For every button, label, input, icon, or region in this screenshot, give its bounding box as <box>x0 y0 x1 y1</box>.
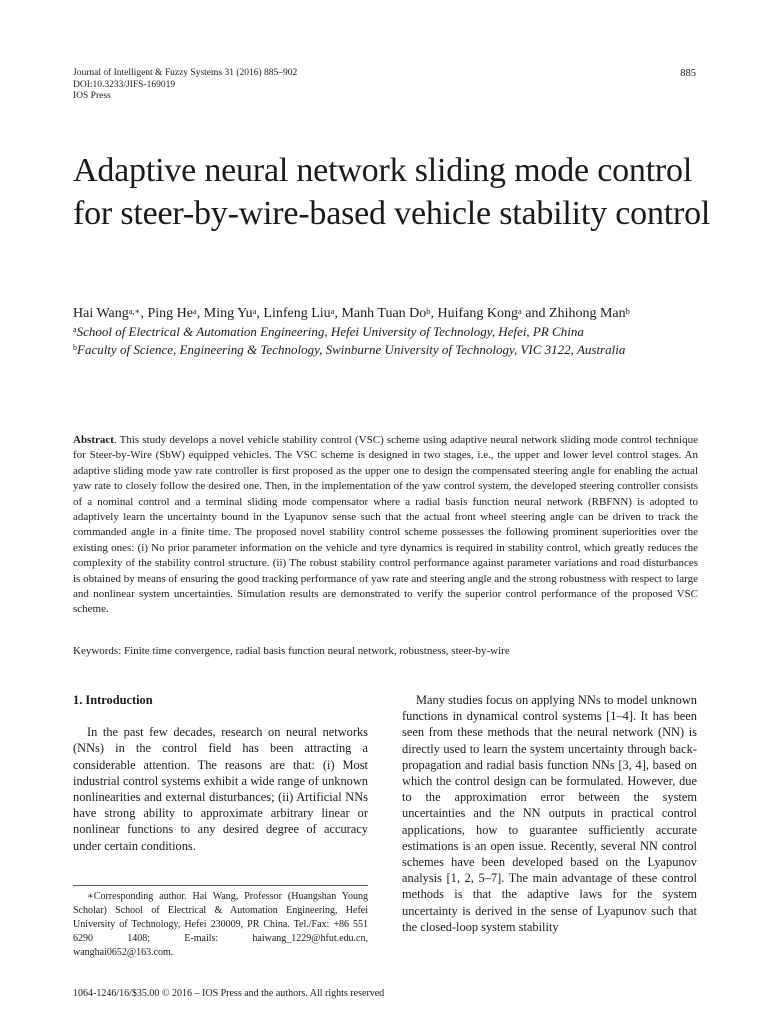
left-column <box>73 692 368 854</box>
author: Hai Wang$^{a,∗}$, <box>73 306 148 321</box>
copyright-footer: 1064-1246/16/$35.00 © 2016 – IOS Press and the authors. All rights reserved <box>73 988 385 999</box>
journal-citation: Journal of Intelligent & Fuzzy Systems 31 (2016) 885–902 <box>73 68 298 78</box>
section-heading: 1. Introduction <box>73 693 153 707</box>
publisher: IOS Press <box>73 91 111 101</box>
intro-paragraph-2: Many studies focus on applying NNs to model unknown functions in dynamical control systems [1–4]. It has been seen from these methods that the neural network (NN) is directly used to learn the system uncertainty through back-propagation and radial basis function NNs [3, 4], based on which the control design can be formulated. However, due to the approximation error between the system uncertainties and the NN outputs in practical control applications, how to guarantee sufficiently accurate estimations is an open issue. Recently, several NN control schemes have been developed based on the Lyapunov analysis [1, 2, 5–7]. The main advantage of these control methods is that the adaptive laws for the system uncertainty is derived in the sense of Lyapunov such that the closed-loop system stability <box>402 693 697 934</box>
corresponding-author-note: ∗Corresponding author. Hai Wang, Professor (Huangshan Young Scholar) School of Electrical & Automation Engineering, Hefei University of Technology, Hefei 230009, PR China. Tel./Fax: +86 551 6290 1408; E-mails: haiwang_1229@hfut.edu.cn, wanghai0652@163.com. <box>73 891 368 958</box>
author: Zhihong Man$^b$ <box>549 306 630 321</box>
page-number: 885 <box>680 68 696 79</box>
author: Ping He$^a$, <box>147 306 204 321</box>
right-column <box>402 692 697 935</box>
keywords: Keywords: Finite time convergence, radial basis function neural network, robustness, steer-by-wire <box>73 645 510 657</box>
author: Ming Yu$^a$, <box>203 306 264 321</box>
affiliation-a: $^a$School of Electrical & Automation Engineering, Hefei University of Technology, Hefei, PR China <box>73 324 584 339</box>
journal-header <box>73 68 297 103</box>
affiliation-b: $^b$Faculty of Science, Engineering & Technology, Swinburne University of Technology, VIC 3122, Australia <box>73 342 626 357</box>
author: Huifang Kong$^a$ and <box>437 306 550 321</box>
abstract-label: Abstract <box>73 434 114 446</box>
footnote <box>73 890 368 960</box>
author: Manh Tuan Do$^b$, <box>341 306 438 321</box>
footnote-rule <box>73 885 368 886</box>
abstract <box>73 433 698 618</box>
doi: DOI:10.3233/JIFS-169019 <box>73 79 176 90</box>
author-list <box>73 305 713 322</box>
abstract-text: . This study develops a novel vehicle stability control (VSC) scheme using adaptive neural network sliding mode control technique for Steer-by-Wire (SbW) equipped vehicles. The VSC scheme is designed in two stages, i.e., the upper and lower level control stages. An adaptive sliding mode yaw rate controller is first proposed as the upper one to design the compensated steering angle for enabling the actual yaw rate to closely follow the desired one. Then, in the implementation of the yaw control system, the developed steering controller consists of a nominal control and a terminal sliding mode compensator where a radial basis function neural network (RBFNN) is adopted to adaptively learn the uncertainty bound in the Lyapunov sense such that the actual front wheel steering angle can be driven to track the commanded angle in a finite time. The proposed novel stability control scheme possesses the following prominent superiorities over the existing ones: (i) No prior parameter information on the vehicle and tyre dynamics is required in stability control, which greatly reduces the complexity of the stability control structure. (ii) The robust stability control performance against parameter variations and road disturbances is obtained by means of ensuring the good tracking performance of yaw rate and steering angle and the strong robustness with respect to large and nonlinear system uncertainties. Simulation results are demonstrated to verify the superior control performance of the proposed VSC scheme. <box>73 434 698 616</box>
intro-paragraph-1: In the past few decades, research on neural networks (NNs) in the control field has been attracting a considerable attention. The reasons are that: (i) Most industrial control systems exhibit a wide range of unknown nonlinearities and external disturbances; (ii) Artificial NNs have strong ability to approximate arbitrary linear or nonlinear functions to any desired degree of accuracy under certain conditions. <box>73 725 368 853</box>
paper-title: Adaptive neural network sliding mode control for steer-by-wire-based vehicle stability control <box>73 152 711 232</box>
author: Linfeng Liu$^a$, <box>263 306 342 321</box>
